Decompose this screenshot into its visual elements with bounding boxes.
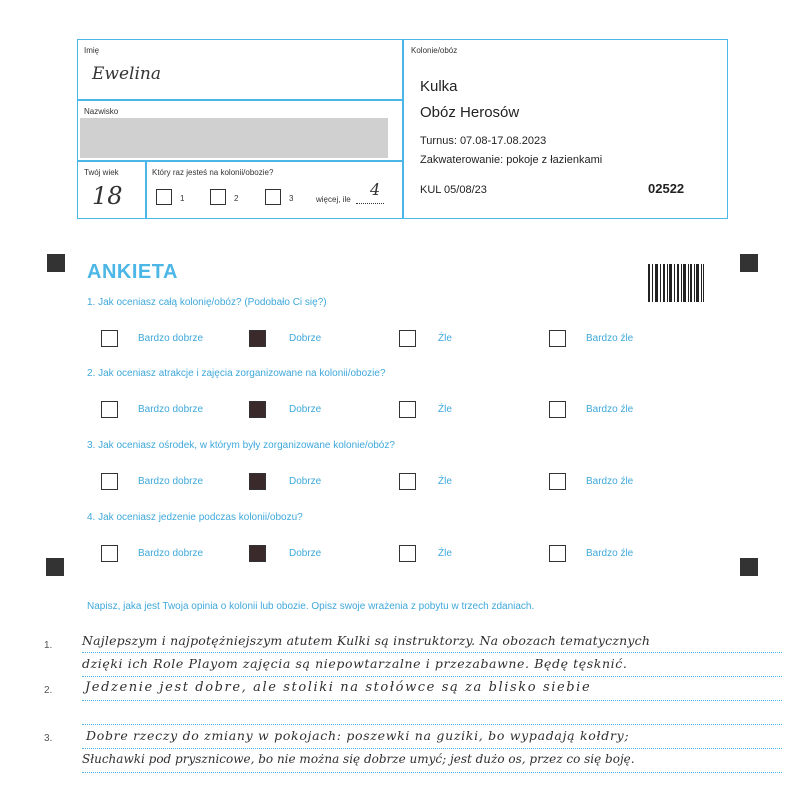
registration-marker-bottom-left — [46, 558, 64, 576]
q2-checkbox-3[interactable] — [399, 401, 416, 418]
answer-line-2a — [82, 700, 782, 701]
answer-1-line-2: dzięki ich Role Playom zajęcia są niepowtarzalne i przezabawne. Będę tęsknić. — [82, 656, 628, 671]
age-label: Twój wiek — [84, 168, 119, 177]
answer-line-2b — [82, 724, 782, 725]
q4-checkbox-2[interactable] — [249, 545, 266, 562]
times-more-label: więcej, ile — [316, 195, 351, 204]
q3-checkbox-1[interactable] — [101, 473, 118, 490]
answer-line-3a — [82, 748, 782, 749]
answer-3-line-2: Słuchawki pod prysznicowe, bo nie można się dobrze umyć; jest dużo os, przez co się boję. — [82, 752, 635, 766]
answer-number-2: 2. — [44, 685, 53, 696]
q3-checkbox-2[interactable] — [249, 473, 266, 490]
q1-option-label-1: Bardzo dobrze — [138, 333, 204, 344]
question-4: 4. Jak oceniasz jedzenie podczas kolonii/obozu? — [87, 512, 303, 523]
q4-option-label-1: Bardzo dobrze — [138, 548, 204, 559]
survey-title: ANKIETA — [87, 261, 178, 283]
times-more-dotline — [356, 203, 384, 204]
answer-line-1a — [82, 652, 782, 653]
q3-option-label-4: Bardzo źle — [586, 476, 634, 487]
times-checkbox-3[interactable] — [265, 189, 281, 205]
q1-option-label-2: Dobrze — [289, 333, 322, 344]
registration-marker-top-right — [740, 254, 758, 272]
answer-2-line-1: Jedzenie jest dobre, ale stoliki na stołówce są za blisko siebie — [85, 680, 592, 695]
barcode-icon — [648, 264, 704, 302]
q1-checkbox-4[interactable] — [549, 330, 566, 347]
times-checkbox-2[interactable] — [210, 189, 226, 205]
question-2: 2. Jak oceniasz atrakcje i zajęcia zorganizowane na kolonii/obozie? — [87, 368, 386, 379]
q2-option-label-4: Bardzo źle — [586, 404, 634, 415]
q2-option-label-2: Dobrze — [289, 404, 322, 415]
q3-option-label-3: Źle — [438, 476, 452, 487]
q1-checkbox-2[interactable] — [249, 330, 266, 347]
camp-label: Kolonie/obóz — [411, 46, 458, 55]
q3-option-label-2: Dobrze — [289, 476, 322, 487]
age-value: 18 — [92, 182, 123, 210]
registration-marker-bottom-right — [740, 558, 758, 576]
answer-1-line-1: Najlepszym i najpotężniejszym atutem Kulki są instruktorzy. Na obozach tematycznych — [82, 633, 651, 648]
q3-checkbox-4[interactable] — [549, 473, 566, 490]
answer-3-line-1: Dobre rzeczy do zmiany w pokojach: poszewki na guziki, bo wypadają kołdry; — [86, 728, 630, 743]
q4-option-label-3: Źle — [438, 548, 452, 559]
q2-option-label-1: Bardzo dobrze — [138, 404, 204, 415]
answer-line-3b — [82, 772, 782, 773]
answer-line-1b — [82, 676, 782, 677]
q1-option-label-4: Bardzo źle — [586, 333, 634, 344]
answer-number-3: 3. — [44, 733, 53, 744]
times-more-value: 4 — [370, 180, 381, 199]
q2-checkbox-4[interactable] — [549, 401, 566, 418]
q3-checkbox-3[interactable] — [399, 473, 416, 490]
accommodation: Zakwaterowanie: pokoje z łazienkami — [420, 154, 603, 166]
times-option-3: 3 — [289, 194, 294, 203]
times-checkbox-1[interactable] — [156, 189, 172, 205]
q4-checkbox-4[interactable] — [549, 545, 566, 562]
surname-label: Nazwisko — [84, 107, 119, 116]
q2-option-label-3: Źle — [438, 404, 452, 415]
age-divider — [145, 160, 147, 218]
q4-checkbox-1[interactable] — [101, 545, 118, 562]
surname-divider — [78, 160, 403, 162]
header-divider — [402, 40, 404, 218]
q1-checkbox-1[interactable] — [101, 330, 118, 347]
q2-checkbox-2[interactable] — [249, 401, 266, 418]
q4-option-label-2: Dobrze — [289, 548, 322, 559]
turnus: Turnus: 07.08-17.08.2023 — [420, 135, 547, 147]
registration-marker-top-left — [47, 254, 65, 272]
question-1: 1. Jak oceniasz całą kolonię/obóz? (Podobało Ci się?) — [87, 297, 327, 308]
name-divider — [78, 99, 403, 101]
camp-subtitle: Obóz Herosów — [420, 104, 520, 121]
times-option-1: 1 — [180, 194, 185, 203]
q2-checkbox-1[interactable] — [101, 401, 118, 418]
name-label: Imię — [84, 46, 100, 55]
q4-checkbox-3[interactable] — [399, 545, 416, 562]
question-3: 3. Jak oceniasz ośrodek, w którym były zorganizowane kolonie/obóz? — [87, 440, 395, 451]
opinion-prompt: Napisz, jaka jest Twoja opinia o kolonii lub obozie. Opisz swoje wrażenia z pobytu w trzech zdaniach. — [87, 601, 535, 612]
q3-option-label-1: Bardzo dobrze — [138, 476, 204, 487]
surname-redacted — [80, 118, 388, 158]
camp-code: KUL 05/08/23 — [420, 184, 487, 196]
name-value: Ewelina — [92, 64, 161, 84]
camp-name: Kulka — [420, 78, 458, 95]
header-box — [77, 39, 728, 219]
times-label: Który raz jesteś na kolonii/obozie? — [152, 168, 274, 177]
q1-checkbox-3[interactable] — [399, 330, 416, 347]
q1-option-label-3: Źle — [438, 333, 452, 344]
q4-option-label-4: Bardzo źle — [586, 548, 634, 559]
times-option-2: 2 — [234, 194, 239, 203]
answer-number-1: 1. — [44, 640, 53, 651]
form-number: 02522 — [648, 181, 685, 196]
